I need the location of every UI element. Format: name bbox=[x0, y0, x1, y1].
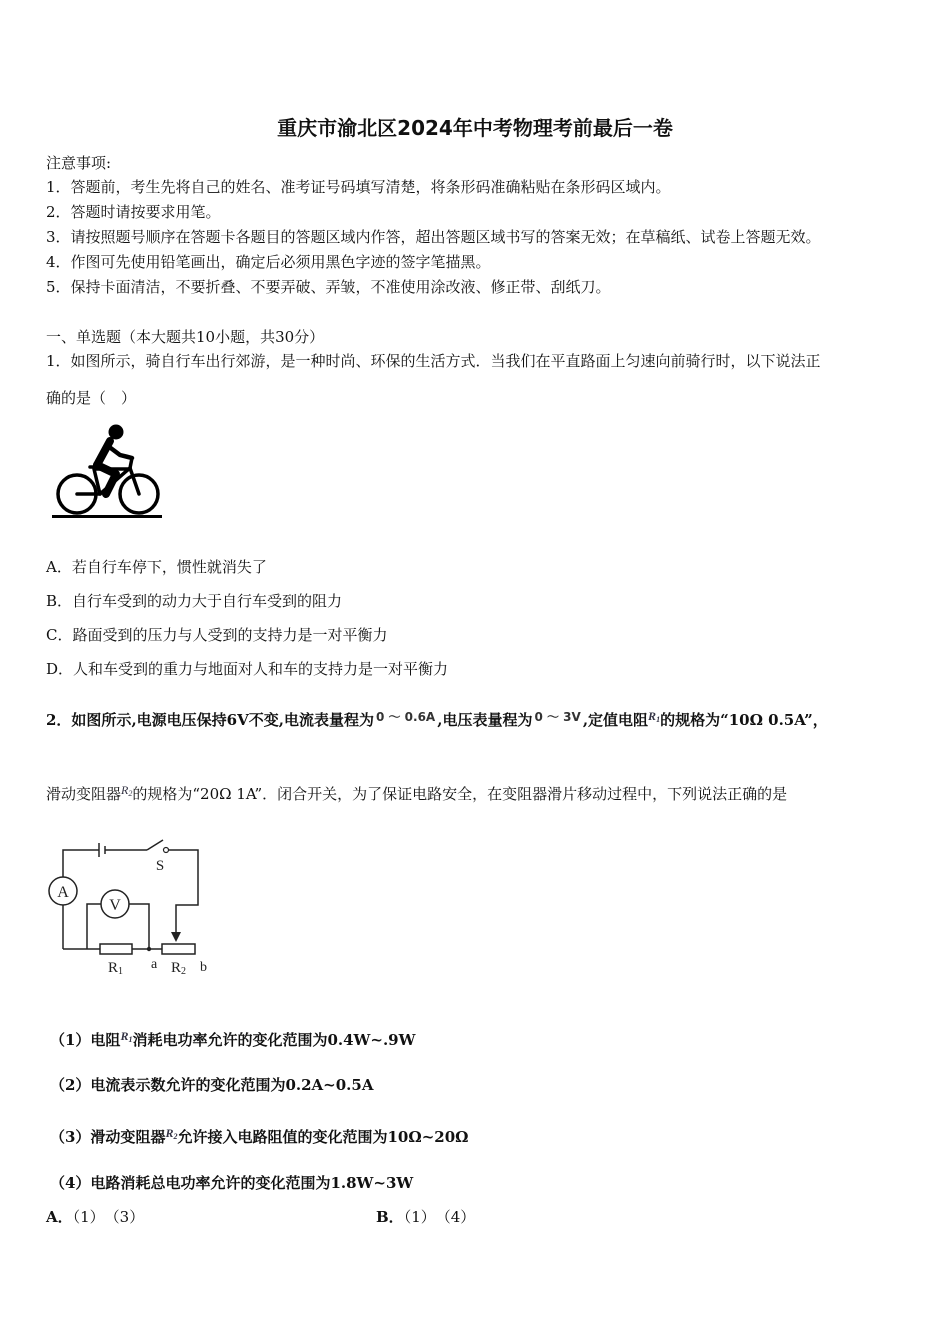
r1-symbol: R1 bbox=[120, 1029, 133, 1044]
question-2-stem-continued: 滑动变阻器$^{R_2}$的规格为“20Ω 1A”．闭合开关，为了保证电路安全，在变阻器滑片移动过程中，下列说法正确的是 bbox=[46, 783, 788, 803]
question-1-stem-continued: 确的是（ ） bbox=[46, 389, 137, 407]
question-1-stem: 1．如图所示，骑自行车出行郊游，是一种时尚、环保的生活方式．当我们在平直路面上匀速向前骑行时，以下说法正 bbox=[46, 352, 821, 370]
r2-label: R2 bbox=[171, 960, 187, 977]
r1-symbol: R1 bbox=[648, 709, 661, 724]
point-b-label: b bbox=[200, 960, 207, 975]
notice-item: 1．答题前，考生先将自己的姓名、准考证号码填写清楚，将条形码准确粘贴在条形码区域内。 bbox=[46, 178, 671, 196]
notice-item: 3．请按照题号顺序在答题卡各题目的答题区域内作答，超出答题区域书写的答案无效；在草稿纸、试卷上答题无效。 bbox=[46, 228, 821, 246]
option-b: B．（1） （4） bbox=[376, 1208, 476, 1226]
voltmeter-label: V bbox=[109, 897, 121, 914]
statement-2: （2）电流表示数允许的变化范围为0.2A~0.5A bbox=[50, 1076, 374, 1094]
page-title: 重庆市渝北区2024年中考物理考前最后一卷 bbox=[277, 116, 673, 140]
section-heading: 一、单选题（本大题共10小题，共30分） bbox=[46, 328, 325, 346]
notice-item: 2．答题时请按要求用笔。 bbox=[46, 203, 221, 221]
notice-item: 5．保持卡面清洁，不要折叠、不要弄破、弄皱，不准使用涂改液、修正带、刮纸刀。 bbox=[46, 278, 611, 296]
option-a: A．（1） （3） bbox=[46, 1208, 145, 1226]
notice-heading: 注意事项: bbox=[46, 154, 112, 172]
statement-3: （3）滑动变阻器$^{R_2}$允许接入电路阻值的变化范围为10Ω~20Ω bbox=[50, 1126, 469, 1146]
r2-symbol: R2 bbox=[165, 1126, 178, 1141]
question-2-stem: 2．如图所示,电源电压保持6V不变,电流表量程为 $^{0 \sim 0.6A}$ ,电压表量程为 $^{0 \sim 3V}$ ,定值电阻$^{R_1}$的规格为“10Ω 0.5A”， bbox=[46, 709, 828, 729]
ammeter-label: A bbox=[57, 884, 69, 901]
notice-item: 4．作图可先使用铅笔画出，确定后必须用黑色字迹的签字笔描黑。 bbox=[46, 253, 491, 271]
r2-symbol: R2 bbox=[121, 783, 133, 798]
switch-label: S bbox=[155, 858, 165, 874]
ammeter-range-formula: 0 ～ 0.6A bbox=[375, 710, 436, 724]
option-b: B．自行车受到的动力大于自行车受到的阻力 bbox=[46, 592, 343, 610]
option-a: A．若自行车停下，惯性就消失了 bbox=[46, 558, 267, 576]
cyclist-figure bbox=[50, 422, 165, 522]
option-c: C．路面受到的压力与人受到的支持力是一对平衡力 bbox=[46, 626, 388, 644]
option-d: D．人和车受到的重力与地面对人和车的支持力是一对平衡力 bbox=[46, 660, 449, 678]
circuit-diagram bbox=[45, 835, 220, 980]
statement-4: （4）电路消耗总电功率允许的变化范围为1.8W~3W bbox=[50, 1174, 414, 1192]
r1-label: R1 bbox=[108, 960, 124, 977]
point-a-label: a bbox=[151, 957, 158, 972]
statement-1: （1）电阻$^{R_1}$消耗电功率允许的变化范围为0.4W~.9W bbox=[50, 1029, 416, 1049]
voltmeter-range-formula: 0 ～ 3V bbox=[534, 710, 581, 724]
